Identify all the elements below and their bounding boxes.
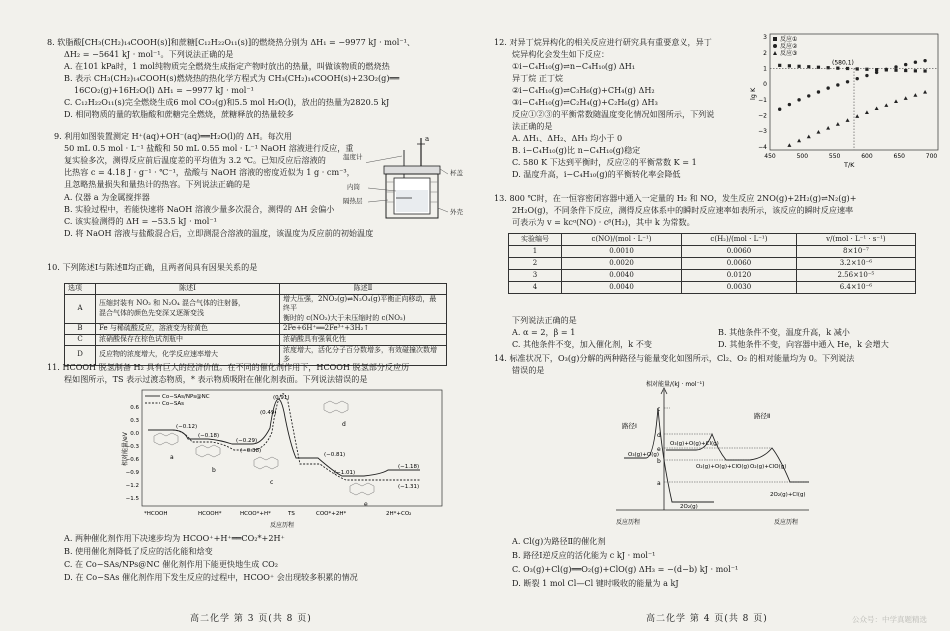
y-tick: 3 [763,34,767,42]
q11-option-d: D. 在 Co−SAs 催化剂作用下发生反应的过程中，HCOO⁺ 会出现较多积累的情况 [64,572,358,582]
data-point-series-2 [914,61,917,64]
panel-label: d [342,421,346,428]
y-tick: −0.3 [125,444,139,450]
series-sas-line [148,394,420,480]
calorimeter-label-inner-cup: 内筒 [347,183,360,191]
q11-line: 11. HCOOH 脱氢制备 H₂ 具有巨大的经济价值。在不同的催化剂作用下，HCOOH 脱氢部分反应历 [47,362,410,372]
y-axis-label: 相对能量/(kJ · mol⁻¹) [646,381,705,388]
q9-line: 9. 利用如图装置测定 H⁺(aq)+OH⁻(aq)══H₂O(l)的 ΔH。每次用 [54,131,292,141]
q8-line: 8. 软脂酸[CH₃(CH₂)₁₄COOH(s)]和蔗糖[C₁₂H₂₂O₁₁(s)]的燃烧热分别为 ΔH₁ = −9977 kJ · mol⁻¹、 [47,37,415,47]
page-4 [478,0,950,631]
q13-cell: 0.0040 [562,270,682,282]
q13-cell: 2.56×10⁻⁵ [796,270,915,282]
x-axis-label: 反应历程 [270,522,295,529]
q10-cell-text: 压缩封装有 NO₂ 和 N₂O₄ 混合气体的注射器， [99,299,246,308]
panel-label: a [170,454,174,461]
q9-option-c: C. 该实验测得的 ΔH = −53.5 kJ · mol⁻¹ [64,216,217,226]
q12-line: 异丁烷 正丁烷 [512,73,564,83]
y-tick: −2 [758,112,767,120]
q10-cell-text: 反应物的浓度增大，化学反应速率增大 [96,345,280,365]
q10-cell-text: 混合气体的颜色先变深又逐渐变浅 [99,308,204,317]
data-point-series-3 [797,139,801,143]
table-row [65,334,447,345]
y-tick: −1.5 [125,496,139,502]
level-label: a [657,480,661,487]
q10-header-option: 选项 [65,284,96,295]
data-point-series-3 [913,93,917,97]
q10-table [64,283,447,366]
data-point-series-3 [865,110,869,114]
y-tick: 0.3 [130,418,139,424]
data-point-series-1 [894,69,897,72]
energy-label: (−1.31) [398,484,420,490]
q13-cell: 1 [509,246,562,258]
q10-cell-text: 浓度增大，活化分子百分数增多，有效碰撞次数增多 [280,345,447,365]
data-point-series-2 [894,65,897,68]
legend-sas: Co−SAs [162,401,185,407]
level-label: b [657,458,661,465]
y-tick: −3 [758,128,767,136]
level-label: e [657,446,661,453]
y-tick: −0.9 [125,470,139,476]
data-point-series-3 [807,135,811,139]
data-point-series-3 [855,114,859,118]
data-point-series-3 [846,118,850,122]
y-tick: 0.0 [130,431,139,437]
q14-option-c: C. O₃(g)+Cl(g)══O₂(g)+ClO(g) ΔH₃ = −(d−b) kJ · mol⁻¹ [512,564,739,574]
species-label: 2O₂(g) [680,504,698,510]
q8-option-c: C. C₁₂H₂₂O₁₁(s)完全燃烧生成6 mol CO₂(g)和5.5 mol H₂O(l)，放出的热量为2820.5 kJ [64,97,390,107]
q13-header: v/(mol · L⁻¹ · s⁻¹) [796,234,915,246]
data-point-series-1 [865,68,868,71]
energy-label: (0.91) [273,395,290,401]
data-point-series-3 [904,96,908,100]
data-point-series-2 [778,108,781,111]
q12-option-c: C. 580 K 下达到平衡时，反应②的平衡常数 K = 1 [512,157,697,167]
q11-option-c: C. 在 Co−SAs/NPs@NC 催化剂作用下能更快地生成 CO₂ [64,559,279,569]
level-label: c [657,406,661,413]
q8-option-a: A. 在101 kPa时，1 mol纯物质完全燃烧生成指定产物时放出的热量，叫做该物质的燃烧热 [64,61,390,71]
q13-cell: 0.0120 [682,270,797,282]
q13-header: c(NO)/(mol · L⁻¹) [562,234,682,246]
x-category: 2H*+CO₂ [386,511,412,517]
data-point-series-1 [856,67,859,70]
x-tick: 450 [764,153,776,160]
energy-label: (−1.01) [334,470,356,476]
data-point-series-3 [826,126,830,130]
legend-nps: Co−SAs/NPs@NC [162,394,210,400]
x-axis-label-left: 反应历程 [616,519,641,526]
data-point-series-2 [807,94,810,97]
calorimeter-label-lid: 杯盖 [450,169,463,177]
q13-cell: 4 [509,282,562,294]
y-tick: −1.2 [125,483,139,489]
q10-cell-text: 衡时的 c(NO₂)大于未压缩时的 c(NO₂) [283,313,406,322]
q9-line: 且忽略热量损失和量热计的热容。下列说法正确的是 [64,179,251,189]
q12-lgK-vs-T-chart [746,30,946,170]
data-point-series-2 [923,59,926,62]
q12-line: ②i−C₄H₁₀(g)⇌C₃H₆(g)+CH₄(g) ΔH₂ [512,85,655,95]
surface-a [154,433,178,445]
data-point-series-1 [904,69,907,72]
q10-row-option: A [65,294,96,324]
species-label: O₃(g)+O(g) [628,452,660,458]
q9-option-b: B. 实验过程中，若能快速将 NaOH 溶液少量多次混合，测得的 ΔH 会偏小 [64,204,335,214]
data-point-series-3 [884,103,888,107]
q14-line: 14. 标准状况下，O₃(g)分解的两种路径与能量变化如图所示，Cl₂、O₂ 的相对能量均为 0。下列说法 [494,353,855,363]
y-tick: 2 [763,49,767,57]
y-tick: −4 [758,143,767,151]
q13-cell: 6.4×10⁻⁶ [796,282,915,294]
q10-cell-text: 增大压强，2NO₂(g)⇌N₂O₄(g)平衡正向移动，最终平 [283,294,437,313]
q13-cell: 3.2×10⁻⁶ [796,258,915,270]
x-tick: 500 [796,153,809,160]
calorimeter-label-insulation: 隔热层 [343,197,363,205]
q10-cell-text: 浓硝酸保存在棕色试剂瓶中 [96,334,280,345]
calorimeter-label-thermometer: 温度计 [343,153,363,161]
q8-line: ΔH₂ = −5641 kJ · mol⁻¹。下列说法正确的是 [64,49,234,59]
q12-line: 烷异构化会发生如下反应： [512,49,610,59]
level-label: d [657,432,661,439]
q8-option-b-cont: 16CO₂(g)+16H₂O(l) ΔH₁ = −9977 kJ · mol⁻¹ [74,85,254,95]
data-point-series-2 [826,86,829,89]
q13-option-b: B. 其他条件不变，温度升高，k 减小 [718,327,850,337]
data-point-series-3 [836,122,840,126]
surface-e [350,483,374,495]
q13-cell: 0.0060 [682,246,797,258]
q12-option-b: B. i−C₄H₁₀(g)比 n−C₄H₁₀(g)稳定 [512,145,641,155]
q10-row-option: B [65,324,96,335]
data-point-series-3 [875,106,879,110]
page-footer: 高二化学 第 4 页(共 8 页) [646,614,768,624]
q11-option-b: B. 使用催化剂降低了反应的活化能和焓变 [64,546,213,556]
table-row [65,294,447,324]
path-1-label: 路径Ⅰ [622,422,637,430]
q13-cell: 0.0040 [562,282,682,294]
q13-header: c(H₂)/(mol · L⁻¹) [682,234,797,246]
q12-option-d: D. 温度升高，i−C₄H₁₀(g)的平衡转化率会降低 [512,169,681,179]
q10-row-option: D [65,345,96,365]
data-point-series-2 [797,98,800,101]
legend-entry: 反应① [780,36,798,43]
x-tick: 700 [925,153,938,160]
y-tick: 1 [763,65,767,73]
q13-line: 2H₂O(g)，不同条件下反应，测得反应体系中的瞬时反应速率如表所示，该反应的瞬时反应速率 [512,205,854,215]
x-category: HCOOH* [198,511,222,517]
data-point-series-2 [904,63,907,66]
q13-line: 可表示为 v = kcᵅ(NO) · cᵝ(H₂)，其中 k 为常数。 [512,217,695,227]
data-point-series-1 [827,66,830,69]
q9-line: 50 mL 0.5 mol · L⁻¹ 盐酸和 50 mL 0.55 mol · L⁻¹ NaOH 溶液进行反应，重 [64,143,354,153]
q10-cell-text: 2Fe+6H⁺══2Fe³⁺+3H₂↑ [280,324,447,335]
data-point-series-3 [894,99,898,103]
q12-option-a: A. ΔH₁、ΔH₂、ΔH₃ 均小于 0 [512,133,623,143]
y-tick: 0 [763,81,767,89]
x-axis-label-right: 反应历程 [774,519,799,526]
page-footer: 高二化学 第 3 页(共 8 页) [190,614,312,624]
data-point-series-2 [788,103,791,106]
q13-cell: 0.0020 [562,258,682,270]
q12-line: 12. 对异丁烷异构化的相关反应进行研究具有重要意义，异丁 [494,37,712,47]
q9-option-a: A. 仪器 a 为金属搅拌器 [64,192,150,202]
x-category: HCOO*+H* [240,511,271,517]
x-category: TS [288,511,295,517]
legend-marker-2 [773,44,777,48]
data-point-series-2 [875,71,878,74]
data-point-series-1 [836,67,839,70]
q13-option-d: D. 其他条件不变，向容器中通入 He，k 会增大 [718,339,889,349]
q13-table [508,233,916,294]
energy-label: (−0.81) [324,452,346,458]
q10-title: 10. 下列陈述Ⅰ与陈述Ⅱ均正确，且两者间具有因果关系的是 [47,262,258,272]
q12-line: 法正确的是 [512,121,553,131]
table-row [509,282,916,294]
q13-cell: 2 [509,258,562,270]
y-axis-label: lg K [749,87,757,100]
q10-row-option: C [65,334,96,345]
data-point-series-2 [817,90,820,93]
q14-energy-diagram [604,378,814,528]
data-point-series-1 [778,64,781,67]
panel-label: e [364,501,368,508]
calorimeter-label-a: a [425,135,430,143]
q8-option-d: D. 相同物质的量的软脂酸和蔗糖完全燃烧，蔗糖释放的热量较多 [64,109,294,119]
species-label: O₂(g)+ClO(g) [750,464,787,470]
q13-line: 13. 800 ℃时，在一恒容密闭容器中通入一定量的 H₂ 和 NO，发生反应 2NO(g)+2H₂(g)⇌N₂(g)+ [494,193,857,203]
data-point-series-2 [865,74,868,77]
q10-cell-text: 浓硝酸具有强氧化性 [280,334,447,345]
q9-option-d: D. 将 NaOH 溶液与盐酸混合后，立即测混合溶液的温度，该温度为反应前的初始温度 [64,228,374,238]
energy-label: (−0.12) [176,424,198,430]
table-row [65,324,447,335]
table-row [509,258,916,270]
x-tick: 650 [893,153,905,160]
q13-option-c: C. 其他条件不变，加入催化剂，k 不变 [512,339,652,349]
y-tick: −0.6 [125,457,139,463]
q13-cell: 3 [509,270,562,282]
q12-line: ①i−C₄H₁₀(g)⇌n−C₄H₁₀(g) ΔH₁ [512,61,636,71]
q14-option-a: A. Cl(g)为路径Ⅱ的催化剂 [512,536,606,546]
q9-line: 复实验多次，测得反应前后温度差的平均值为 3.2 ℃。已知反应后溶液的 [64,155,326,165]
data-point-series-3 [816,130,820,134]
table-row [509,270,916,282]
legend-entry: 反应③ [780,50,798,57]
q13-cell: 0.0060 [682,258,797,270]
q12-line: 反应①②③的平衡常数随温度变化情况如图所示，下列说 [512,109,715,119]
q10-cell-text: Fe 与稀硫酸反应，溶液变为棕黄色 [96,324,280,335]
energy-label: (−0.29) [236,438,258,444]
data-points [778,59,927,147]
q13-prompt: 下列说法正确的是 [512,315,577,325]
data-point-series-1 [923,69,926,72]
data-point-series-3 [923,90,927,94]
data-point-series-1 [807,65,810,68]
q13-cell: 0.0010 [562,246,682,258]
species-label: O₃(g)+O(g)+Cl(g) [670,441,719,447]
x-category: COO*+2H* [316,511,347,517]
data-point-series-2 [856,77,859,80]
q13-cell: 0.0030 [682,282,797,294]
q14-line: 错误的是 [512,365,545,375]
energy-label: (−1.18) [398,464,420,470]
data-point-series-2 [885,68,888,71]
x-tick: 550 [828,153,841,160]
energy-label: (−0.38) [240,448,262,454]
q13-option-a: A. α = 2，β = 1 [512,327,576,337]
legend-marker-3 [773,51,777,55]
q13-header: 实验编号 [509,234,562,246]
data-point-series-2 [836,83,839,86]
surface-b [196,445,220,457]
path-2-label: 路径Ⅱ [754,412,771,420]
energy-label: (0.49) [260,410,277,416]
watermark: 公众号：中学真题精选 [852,615,927,624]
data-point-series-2 [846,80,849,83]
q10-header-statement-1: 陈述Ⅰ [96,284,280,295]
table-row [509,246,916,258]
q13-cell: 8×10⁻⁷ [796,246,915,258]
energy-label: (−0.18) [198,433,220,439]
y-axis-label: 相对能量/eV [122,432,129,466]
data-point-series-1 [788,64,791,67]
annotation-580-1: (580,1) [832,59,854,67]
calorimeter-label-outer-shell: 外壳 [450,208,463,216]
surface-c [254,457,278,469]
surface-d [324,401,348,413]
x-tick: 600 [861,153,873,160]
data-point-series-1 [797,65,800,68]
panel-label: c [270,479,274,486]
y-tick: −1 [758,96,767,104]
species-label: O₂(g)+O(g)+ClO(g) [696,464,750,470]
q14-option-b: B. 路径Ⅰ逆反应的活化能为 c kJ · mol⁻¹ [512,550,656,560]
panel-label: b [212,467,216,474]
species-label: 2O₂(g)+Cl(g) [770,492,806,498]
q9-line: 比热容 c = 4.18 J · g⁻¹ · ℃⁻¹，盐酸与 NaOH 溶液的密度近似为 1 g · cm⁻³， [64,167,355,177]
y-tick: 0.6 [130,405,139,411]
q11-energy-profile-chart [120,384,450,530]
q10-header-statement-2: 陈述Ⅱ [280,284,447,295]
data-point-series-1 [914,69,917,72]
q11-line: 程如图所示，TS 表示过渡态物质，* 表示物质吸附在催化剂表面。下列说法错误的是 [64,374,368,384]
legend-marker-1 [773,37,777,41]
q12-line: ③i−C₄H₁₀(g)⇌C₂H₄(g)+C₂H₆(g) ΔH₃ [512,97,658,107]
q8-option-b: B. 表示 CH₃(CH₂)₁₄COOH(s)燃烧热的热化学方程式为 CH₃(CH₂)₁₄COOH(s)+23O₂(g)══ [64,73,400,83]
q11-option-a: A. 两种催化剂作用下决速步均为 HCOO⁺+H⁺══CO₂*+2H⁺ [64,533,285,543]
x-category: *HCOOH [144,511,168,517]
legend-entry: 反应② [780,43,798,50]
data-point-series-3 [787,143,791,147]
x-axis-label: T/K [844,161,855,169]
q14-option-d: D. 断裂 1 mol Cl—Cl 键时吸收的能量为 a kJ [512,578,679,588]
